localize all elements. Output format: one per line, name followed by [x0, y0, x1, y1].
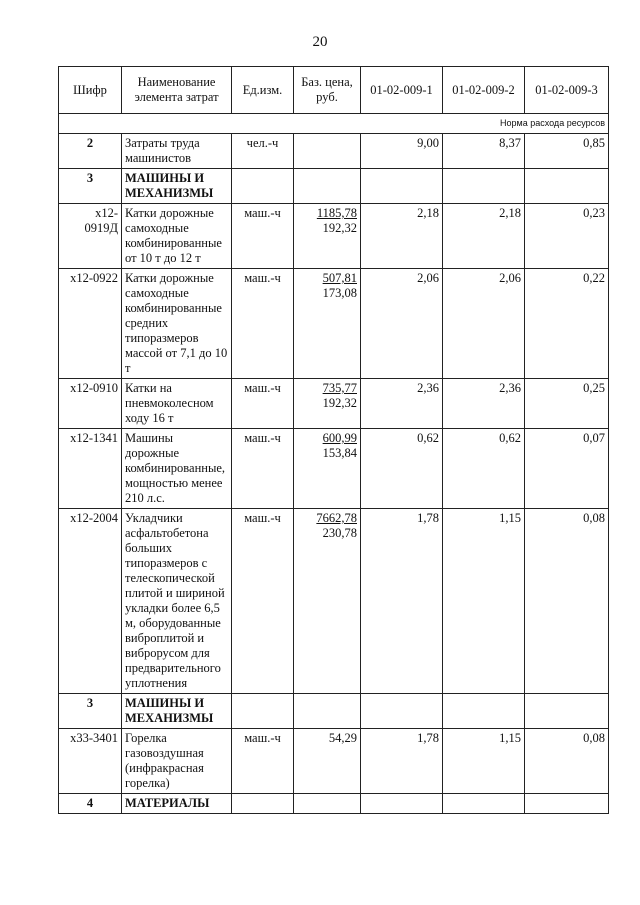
machine-name: Машины дорожные комбинированные, мощностью менее 210 л.с.: [122, 429, 232, 509]
machine-code: х12-1341: [59, 429, 122, 509]
machine-name: Укладчики асфальтобетона больших типоразмеров с телескопической плитой и шириной укладки более 6,5 м, оборудованные виброплитой и виброрусом для предварительного уплотнения: [122, 509, 232, 694]
header-price: Баз. цена, руб.: [294, 67, 361, 114]
machine-v2: 0,62: [443, 429, 525, 509]
machine-v3: 0,07: [525, 429, 609, 509]
machine-code: х12-2004: [59, 509, 122, 694]
machine-unit: маш.-ч: [232, 379, 294, 429]
burner-name: Горелка газовоздушная (инфракрасная горелка): [122, 729, 232, 794]
machine-name: Катки на пневмоколесном ходу 16 т: [122, 379, 232, 429]
labor-code: 2: [59, 134, 122, 169]
table-row: [59, 204, 609, 269]
machine-unit: маш.-ч: [232, 429, 294, 509]
header-col2: 01-02-009-2: [443, 67, 525, 114]
machine-v1: 1,78: [361, 509, 443, 694]
section-row-machines-2: [59, 694, 609, 729]
machine-unit: маш.-ч: [232, 269, 294, 379]
price-wage: 192,32: [322, 396, 357, 410]
machine-v3: 0,25: [525, 379, 609, 429]
machine-name: Катки дорожные самоходные комбинированные от 10 т до 12 т: [122, 204, 232, 269]
machine-name: Катки дорожные самоходные комбинированные средних типоразмеров массой от 7,1 до 10 т: [122, 269, 232, 379]
table-row: [59, 509, 609, 694]
price-base: 7662,78: [316, 511, 357, 525]
machine-v1: 2,06: [361, 269, 443, 379]
section-code: 3: [59, 694, 122, 729]
page-number: 20: [312, 34, 328, 50]
burner-unit: маш.-ч: [232, 729, 294, 794]
header-col1: 01-02-009-1: [361, 67, 443, 114]
machine-v2: 2,36: [443, 379, 525, 429]
machine-price: [294, 429, 361, 509]
machine-v2: 1,15: [443, 509, 525, 694]
machine-v1: 2,36: [361, 379, 443, 429]
machine-price: [294, 509, 361, 694]
machine-code: х12-0910: [59, 379, 122, 429]
labor-price: [294, 134, 361, 169]
section-row-materials: [59, 794, 609, 814]
machine-price: [294, 204, 361, 269]
price-base: 600,99: [322, 431, 357, 445]
header-row: [59, 67, 609, 114]
section-title: МАШИНЫ И МЕХАНИЗМЫ: [122, 694, 232, 729]
norm-label: Норма расхода ресурсов: [59, 114, 609, 134]
price-wage: 153,84: [322, 446, 357, 460]
machine-v2: 2,18: [443, 204, 525, 269]
price-base: 507,81: [322, 271, 357, 285]
machine-unit: маш.-ч: [232, 509, 294, 694]
header-unit: Ед.изм.: [232, 67, 294, 114]
header-col3: 01-02-009-3: [525, 67, 609, 114]
price-wage: 192,32: [322, 221, 357, 235]
machine-v2: 2,06: [443, 269, 525, 379]
machine-code: х12-0919Д: [59, 204, 122, 269]
burner-v1: 1,78: [361, 729, 443, 794]
machine-price: [294, 379, 361, 429]
norm-row: [59, 114, 609, 134]
section-title: МАШИНЫ И МЕХАНИЗМЫ: [122, 169, 232, 204]
machine-code: х12-0922: [59, 269, 122, 379]
labor-name: Затраты труда машинистов: [122, 134, 232, 169]
price-base: 735,77: [322, 381, 357, 395]
machine-v3: 0,23: [525, 204, 609, 269]
burner-v3: 0,08: [525, 729, 609, 794]
labor-v1: 9,00: [361, 134, 443, 169]
machine-v3: 0,22: [525, 269, 609, 379]
section-code: 4: [59, 794, 122, 814]
machine-price: [294, 269, 361, 379]
section-row-machines: [59, 169, 609, 204]
machine-v1: 2,18: [361, 204, 443, 269]
resource-table: [58, 66, 609, 814]
burner-price: 54,29: [294, 729, 361, 794]
machine-v1: 0,62: [361, 429, 443, 509]
machine-v3: 0,08: [525, 509, 609, 694]
section-code: 3: [59, 169, 122, 204]
price-wage: 173,08: [322, 286, 357, 300]
labor-unit: чел.-ч: [232, 134, 294, 169]
section-title: МАТЕРИАЛЫ: [122, 794, 232, 814]
burner-code: х33-3401: [59, 729, 122, 794]
table-row: [59, 429, 609, 509]
burner-v2: 1,15: [443, 729, 525, 794]
labor-v2: 8,37: [443, 134, 525, 169]
price-wage: 230,78: [322, 526, 357, 540]
labor-v3: 0,85: [525, 134, 609, 169]
header-name: Наименование элемента затрат: [122, 67, 232, 114]
table-row: [59, 379, 609, 429]
machine-unit: маш.-ч: [232, 204, 294, 269]
table-row: [59, 729, 609, 794]
labor-row: [59, 134, 609, 169]
table-row: [59, 269, 609, 379]
price-base: 1185,78: [316, 206, 357, 220]
header-code: Шифр: [59, 67, 122, 114]
